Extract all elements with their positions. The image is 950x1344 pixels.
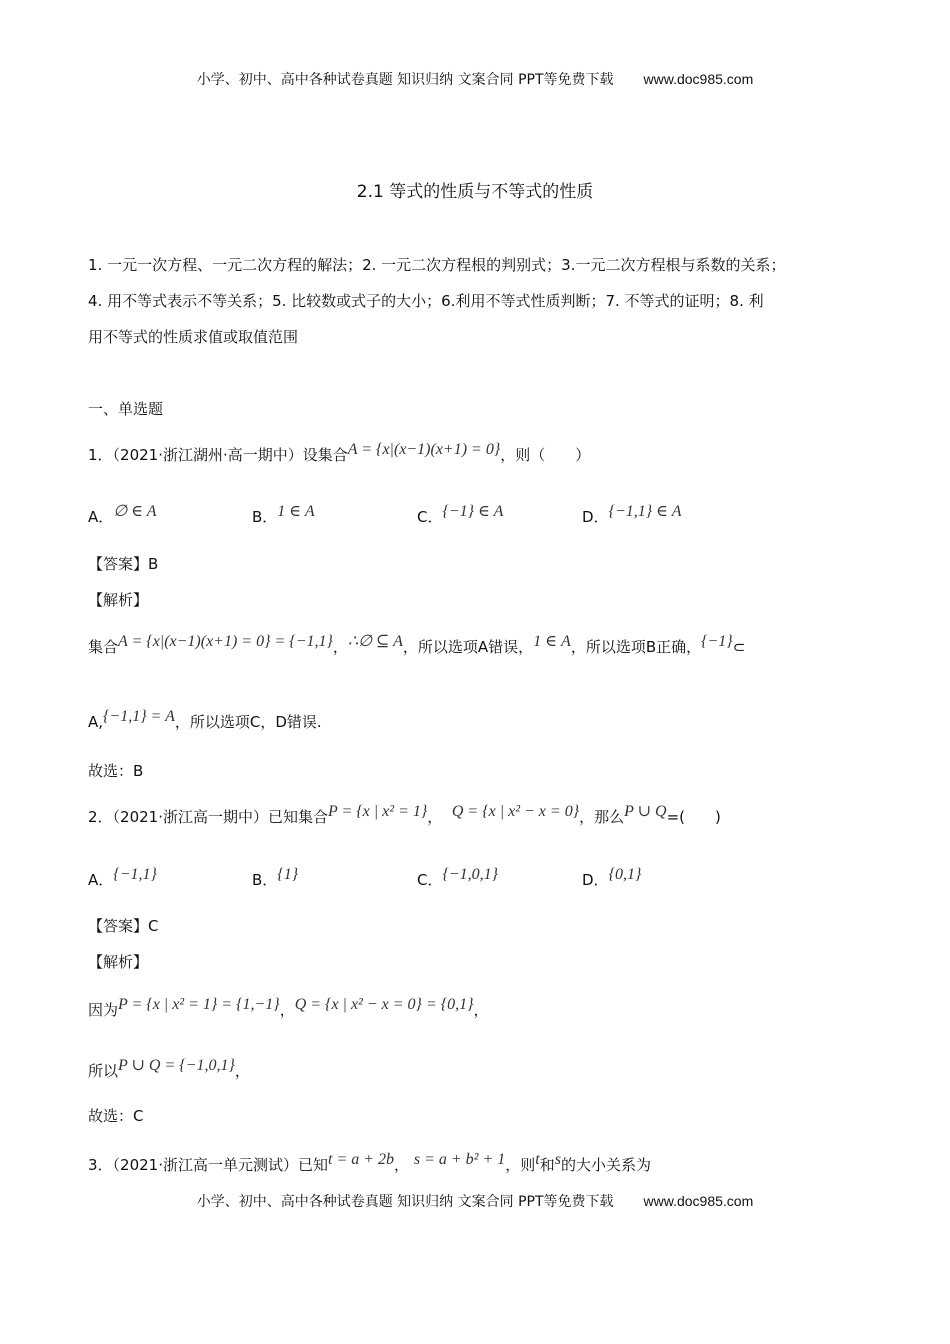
q2-option-a xyxy=(88,866,157,891)
q1-option-c xyxy=(417,503,504,528)
header-link[interactable]: www.doc985.com xyxy=(643,71,754,87)
q1-option-d xyxy=(582,503,682,528)
math: 1 ∈ A xyxy=(277,503,315,520)
math: Q = {x | x² − x = 0} = {0,1} xyxy=(294,996,474,1013)
t: ， xyxy=(427,808,443,826)
q2-choice: 故选：C xyxy=(88,1107,144,1125)
t: A, xyxy=(88,713,104,731)
math: P = {x | x² = 1} = {1,−1} xyxy=(118,996,280,1013)
intro-line: 1. 一元一次方程、一元二次方程的解法；2. 一元二次方程根的判别式；3.一元二次方程根与系数的关系； xyxy=(88,256,786,274)
t: 3．（2021·浙江高一单元测试）已知 xyxy=(88,1156,328,1174)
intro-line: 用不等式的性质求值或取值范围 xyxy=(88,328,299,346)
math: ∴∅ ⊆ A xyxy=(347,633,403,650)
question-1-stem xyxy=(88,441,591,466)
t: ，那么 xyxy=(579,808,625,826)
q2-answer: 【答案】C xyxy=(88,917,159,935)
t: ， xyxy=(234,1062,250,1080)
t: ，则 xyxy=(505,1156,536,1174)
footer-link[interactable]: www.doc985.com xyxy=(643,1193,754,1209)
q2-option-d xyxy=(582,866,642,891)
math: P = {x | x² = 1} xyxy=(328,803,428,820)
footer-text: 小学、初中、高中各种试卷真题 知识归纳 文案合同 PPT等免费下载 xyxy=(196,1194,614,1210)
label: A． xyxy=(88,871,114,889)
page-header xyxy=(0,69,950,90)
intro-line: 4. 用不等式表示不等关系；5. 比较数或式子的大小；6.利用不等式性质判断；7. 不等式的证明；8. 利 xyxy=(88,292,764,310)
math: {−1} ∈ A xyxy=(442,503,504,520)
math: s xyxy=(554,1151,561,1168)
t: ，所以选项A错误， xyxy=(402,638,534,656)
q2-analysis-heading: 【解析】 xyxy=(88,953,149,971)
label: C． xyxy=(417,508,443,526)
t: 和 xyxy=(539,1156,555,1174)
math: t = a + 2b xyxy=(328,1151,395,1168)
stem-tail: ，则（ ） xyxy=(500,446,591,464)
t: ， xyxy=(394,1156,410,1174)
t: ， xyxy=(332,638,348,656)
t: 2．（2021·浙江高一期中）已知集合 xyxy=(88,808,328,826)
label: A． xyxy=(88,508,114,526)
page-title: 2.1 等式的性质与不等式的性质 xyxy=(356,182,594,202)
q1-option-b xyxy=(252,503,315,528)
math: t xyxy=(535,1151,540,1168)
math: P ∪ Q xyxy=(624,803,667,820)
math: 1 ∈ A xyxy=(533,633,571,650)
math: A = {x|(x−1)(x+1) = 0} xyxy=(347,441,501,458)
q1-choice: 故选：B xyxy=(88,762,144,780)
section-heading: 一、单选题 xyxy=(88,400,164,418)
math: {0,1} xyxy=(608,866,642,883)
math: {−1,0,1} xyxy=(442,866,499,883)
q1-analysis-heading: 【解析】 xyxy=(88,591,149,609)
math: P ∪ Q = {−1,0,1} xyxy=(118,1057,235,1074)
question-2-stem xyxy=(88,803,721,828)
t: ，所以选项C，D错误. xyxy=(174,713,322,731)
t: ，所以选项B正确， xyxy=(570,638,702,656)
label: D． xyxy=(582,508,609,526)
label: B． xyxy=(252,871,278,889)
q2-option-b xyxy=(252,866,299,891)
q2-solution-line xyxy=(88,996,489,1021)
math: {1} xyxy=(277,866,299,883)
math: {−1,1} ∈ A xyxy=(608,503,682,520)
math: A = {x|(x−1)(x+1) = 0} = {−1,1} xyxy=(118,633,333,650)
t: ⊂ xyxy=(732,638,746,656)
question-3-stem xyxy=(88,1151,651,1176)
t: ， xyxy=(279,1001,295,1019)
t: 因为 xyxy=(88,1001,119,1019)
math: ∅ ∈ A xyxy=(113,503,157,520)
stem-text: 1．（2021·浙江湖州·高一期中）设集合 xyxy=(88,446,348,464)
math: Q = {x | x² − x = 0} xyxy=(451,803,580,820)
t: 集合 xyxy=(88,638,119,656)
q1-option-a xyxy=(88,503,157,528)
math: {−1} xyxy=(701,633,733,650)
q2-option-c xyxy=(417,866,499,891)
t: =( ) xyxy=(666,808,721,826)
t: ， xyxy=(473,1001,489,1019)
page-footer xyxy=(0,1191,950,1212)
math: s = a + b² + 1 xyxy=(413,1151,506,1168)
q1-solution-line xyxy=(88,708,322,733)
math: {−1,1} = A xyxy=(103,708,175,725)
q1-answer: 【答案】B xyxy=(88,555,159,573)
t: 所以 xyxy=(88,1062,119,1080)
math: {−1,1} xyxy=(113,866,157,883)
q1-solution-line xyxy=(88,633,746,658)
q2-solution-line xyxy=(88,1057,250,1082)
label: D． xyxy=(582,871,609,889)
label: B． xyxy=(252,508,278,526)
label: C． xyxy=(417,871,443,889)
t: 的大小关系为 xyxy=(560,1156,651,1174)
header-text: 小学、初中、高中各种试卷真题 知识归纳 文案合同 PPT等免费下载 xyxy=(196,72,614,88)
